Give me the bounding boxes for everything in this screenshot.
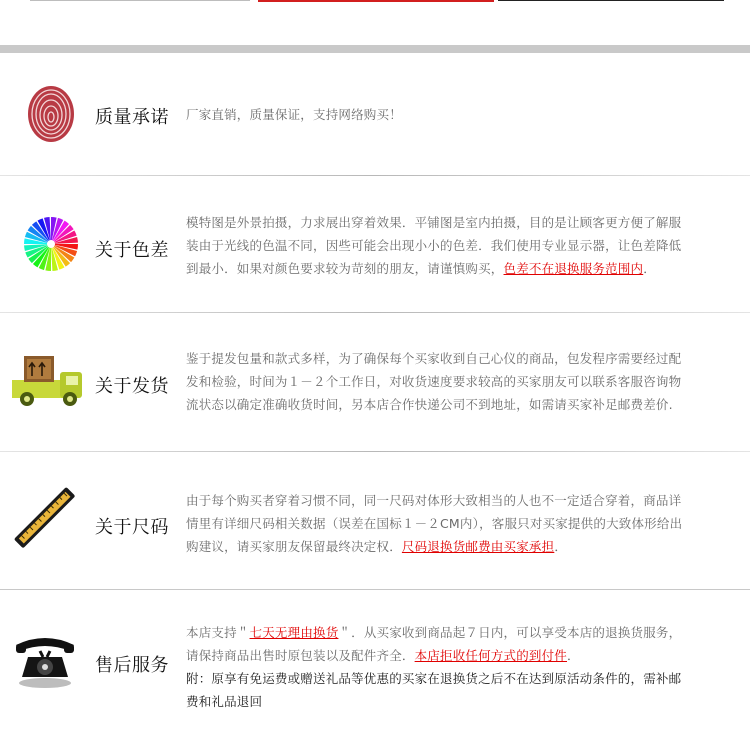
aftersales-red-seven-day: 七天无理由换货 — [249, 625, 339, 640]
delivery-truck-icon — [10, 352, 88, 410]
color-text-body: 模特图是外景拍摄，力求展出穿着效果．平铺图是室内拍摄，目的是让顾客更方便了解服装由于光线的色温不同，因些可能会出现小小的色差．我们使用专业显示器，让色差降低到最小．如果对颜色要求较为苛刻的朋友，请谨慎购买， — [186, 215, 682, 276]
telephone-icon — [10, 631, 80, 691]
divider-1 — [0, 175, 750, 176]
section-text-aftersales — [186, 621, 686, 713]
aftersales-red-no-cod: 本店拒收任何方式的到付件 — [414, 648, 568, 663]
fingerprint-icon — [25, 84, 77, 144]
top-line-right — [498, 0, 724, 1]
size-red-notice: 尺码退换货邮费由买家承担 — [401, 539, 555, 554]
aftersales-text-c: ． — [567, 648, 580, 663]
top-line-red — [258, 0, 494, 2]
section-heading-color: 关于色差 — [95, 240, 169, 261]
aftersales-text-b: ＂．从买家收到商品起７日内，可以享受本店的退换货服务，请保持商品出售时原包装以及配件齐全． — [186, 625, 682, 663]
aftersales-text-a: 本店支持＂ — [186, 625, 250, 640]
top-line-left — [30, 0, 250, 1]
divider-3 — [0, 451, 750, 452]
size-text-end: ． — [554, 539, 568, 554]
divider-2 — [0, 312, 750, 313]
color-text-end: ． — [643, 261, 656, 276]
section-text-shipping: 鉴于提发包量和款式多样，为了确保每个买家收到自己心仪的商品，包发程序需要经过配发和检验，时间为１－２个工作日，对收货速度要求较高的买家朋友可以联系客服咨询物流状态以确定准确收货时间，另本店合作快递公司不到地址，如需请买家补足邮费差价. — [186, 351, 682, 412]
section-heading-shipping: 关于发货 — [95, 376, 169, 397]
aftersales-note: 附：原享有免运费或赠送礼品等优惠的买家在退换货之后不在达到原活动条件的，需补邮费和礼品退回 — [186, 671, 682, 709]
measuring-ruler-icon — [12, 487, 78, 549]
color-red-notice: 色差不在退换服务范围内 — [503, 261, 644, 276]
section-text-color — [186, 211, 686, 280]
section-text-quality: 厂家直销，质量保证，支持网络购买！ — [186, 107, 402, 122]
grey-separator-band — [0, 45, 750, 53]
section-heading-aftersales: 售后服务 — [95, 655, 169, 676]
section-heading-size: 关于尺码 — [95, 517, 169, 538]
color-wheel-icon — [23, 216, 79, 272]
divider-4 — [0, 589, 750, 590]
size-text-body: 由于每个购买者穿着习惯不同，同一尺码对体形大致相当的人也不一定适合穿着，商品详情里有详细尺码相关数据（误差在国标１－２CM内），客服只对买家提供的大致体形给出购建议，请买家朋友保留最终决定权． — [186, 493, 683, 554]
section-heading-quality: 质量承诺 — [95, 107, 169, 128]
section-text-size — [186, 489, 686, 558]
